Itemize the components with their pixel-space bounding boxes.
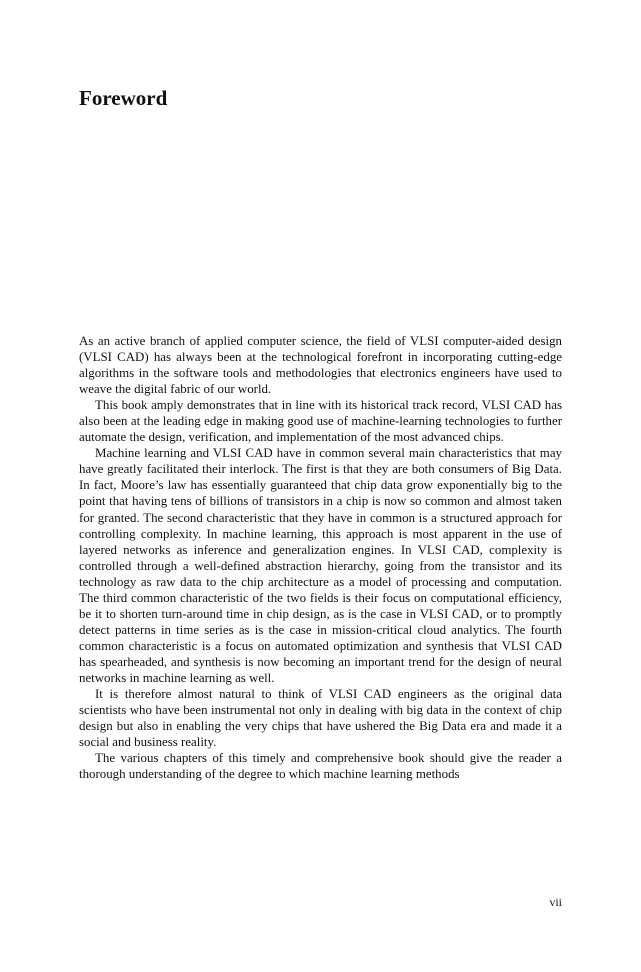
chapter-title: Foreword — [79, 86, 168, 110]
paragraph: As an active branch of applied computer science, the field of VLSI computer-aided design (VLSI CAD) has always been at the technological forefront in incorporating cutting-edge algorithms in the software tools and methodologies that electronics engineers have used to weave the digital fabric of our world. — [79, 334, 562, 397]
paragraph: The various chapters of this timely and comprehensive book should give the reader a thorough understanding of the degree to which machine learning methods — [79, 751, 562, 782]
paragraph: It is therefore almost natural to think of VLSI CAD engineers as the original data scientists who have been instrumental not only in dealing with big data in the context of chip design but also in enabling the very chips that have ushered the Big Data era and made it a social and business reality. — [79, 687, 562, 750]
paragraph: This book amply demonstrates that in line with its historical track record, VLSI CAD has also been at the leading edge in making good use of machine-learning technologies to further automate the design, verification, and implementation of the most advanced chips. — [79, 398, 562, 445]
foreword-body — [79, 333, 562, 782]
paragraph: Machine learning and VLSI CAD have in common several main characteristics that may have greatly facilitated their interlock. The first is that they are both consumers of Big Data. In fact, Moore’s law has essentially guaranteed that chip data grow exponentially big to the point that having tens of billions of transistors in a chip is now so common and almost taken for granted. The second characteristic that they have in common is a structured approach for controlling complexity. In machine learning, this approach is most apparent in the use of layered networks as inference and generalization engines. In VLSI CAD, complexity is controlled through a well-defined abstraction hierarchy, going from the transistor and its technology as raw data to the chip architecture as a model of processing and computation. The third common characteristic of the two fields is their focus on computational efficiency, be it to shorten turn-around time in chip design, as is the case in VLSI CAD, or to promptly detect patterns in time series as is the case in mission-critical cloud analytics. The fourth common characteristic is a focus on automated optimization and synthesis that VLSI CAD has spearheaded, and synthesis is now becoming an important trend for the design of neural networks in machine learning as well. — [79, 446, 562, 685]
page-number: vii — [549, 895, 562, 909]
